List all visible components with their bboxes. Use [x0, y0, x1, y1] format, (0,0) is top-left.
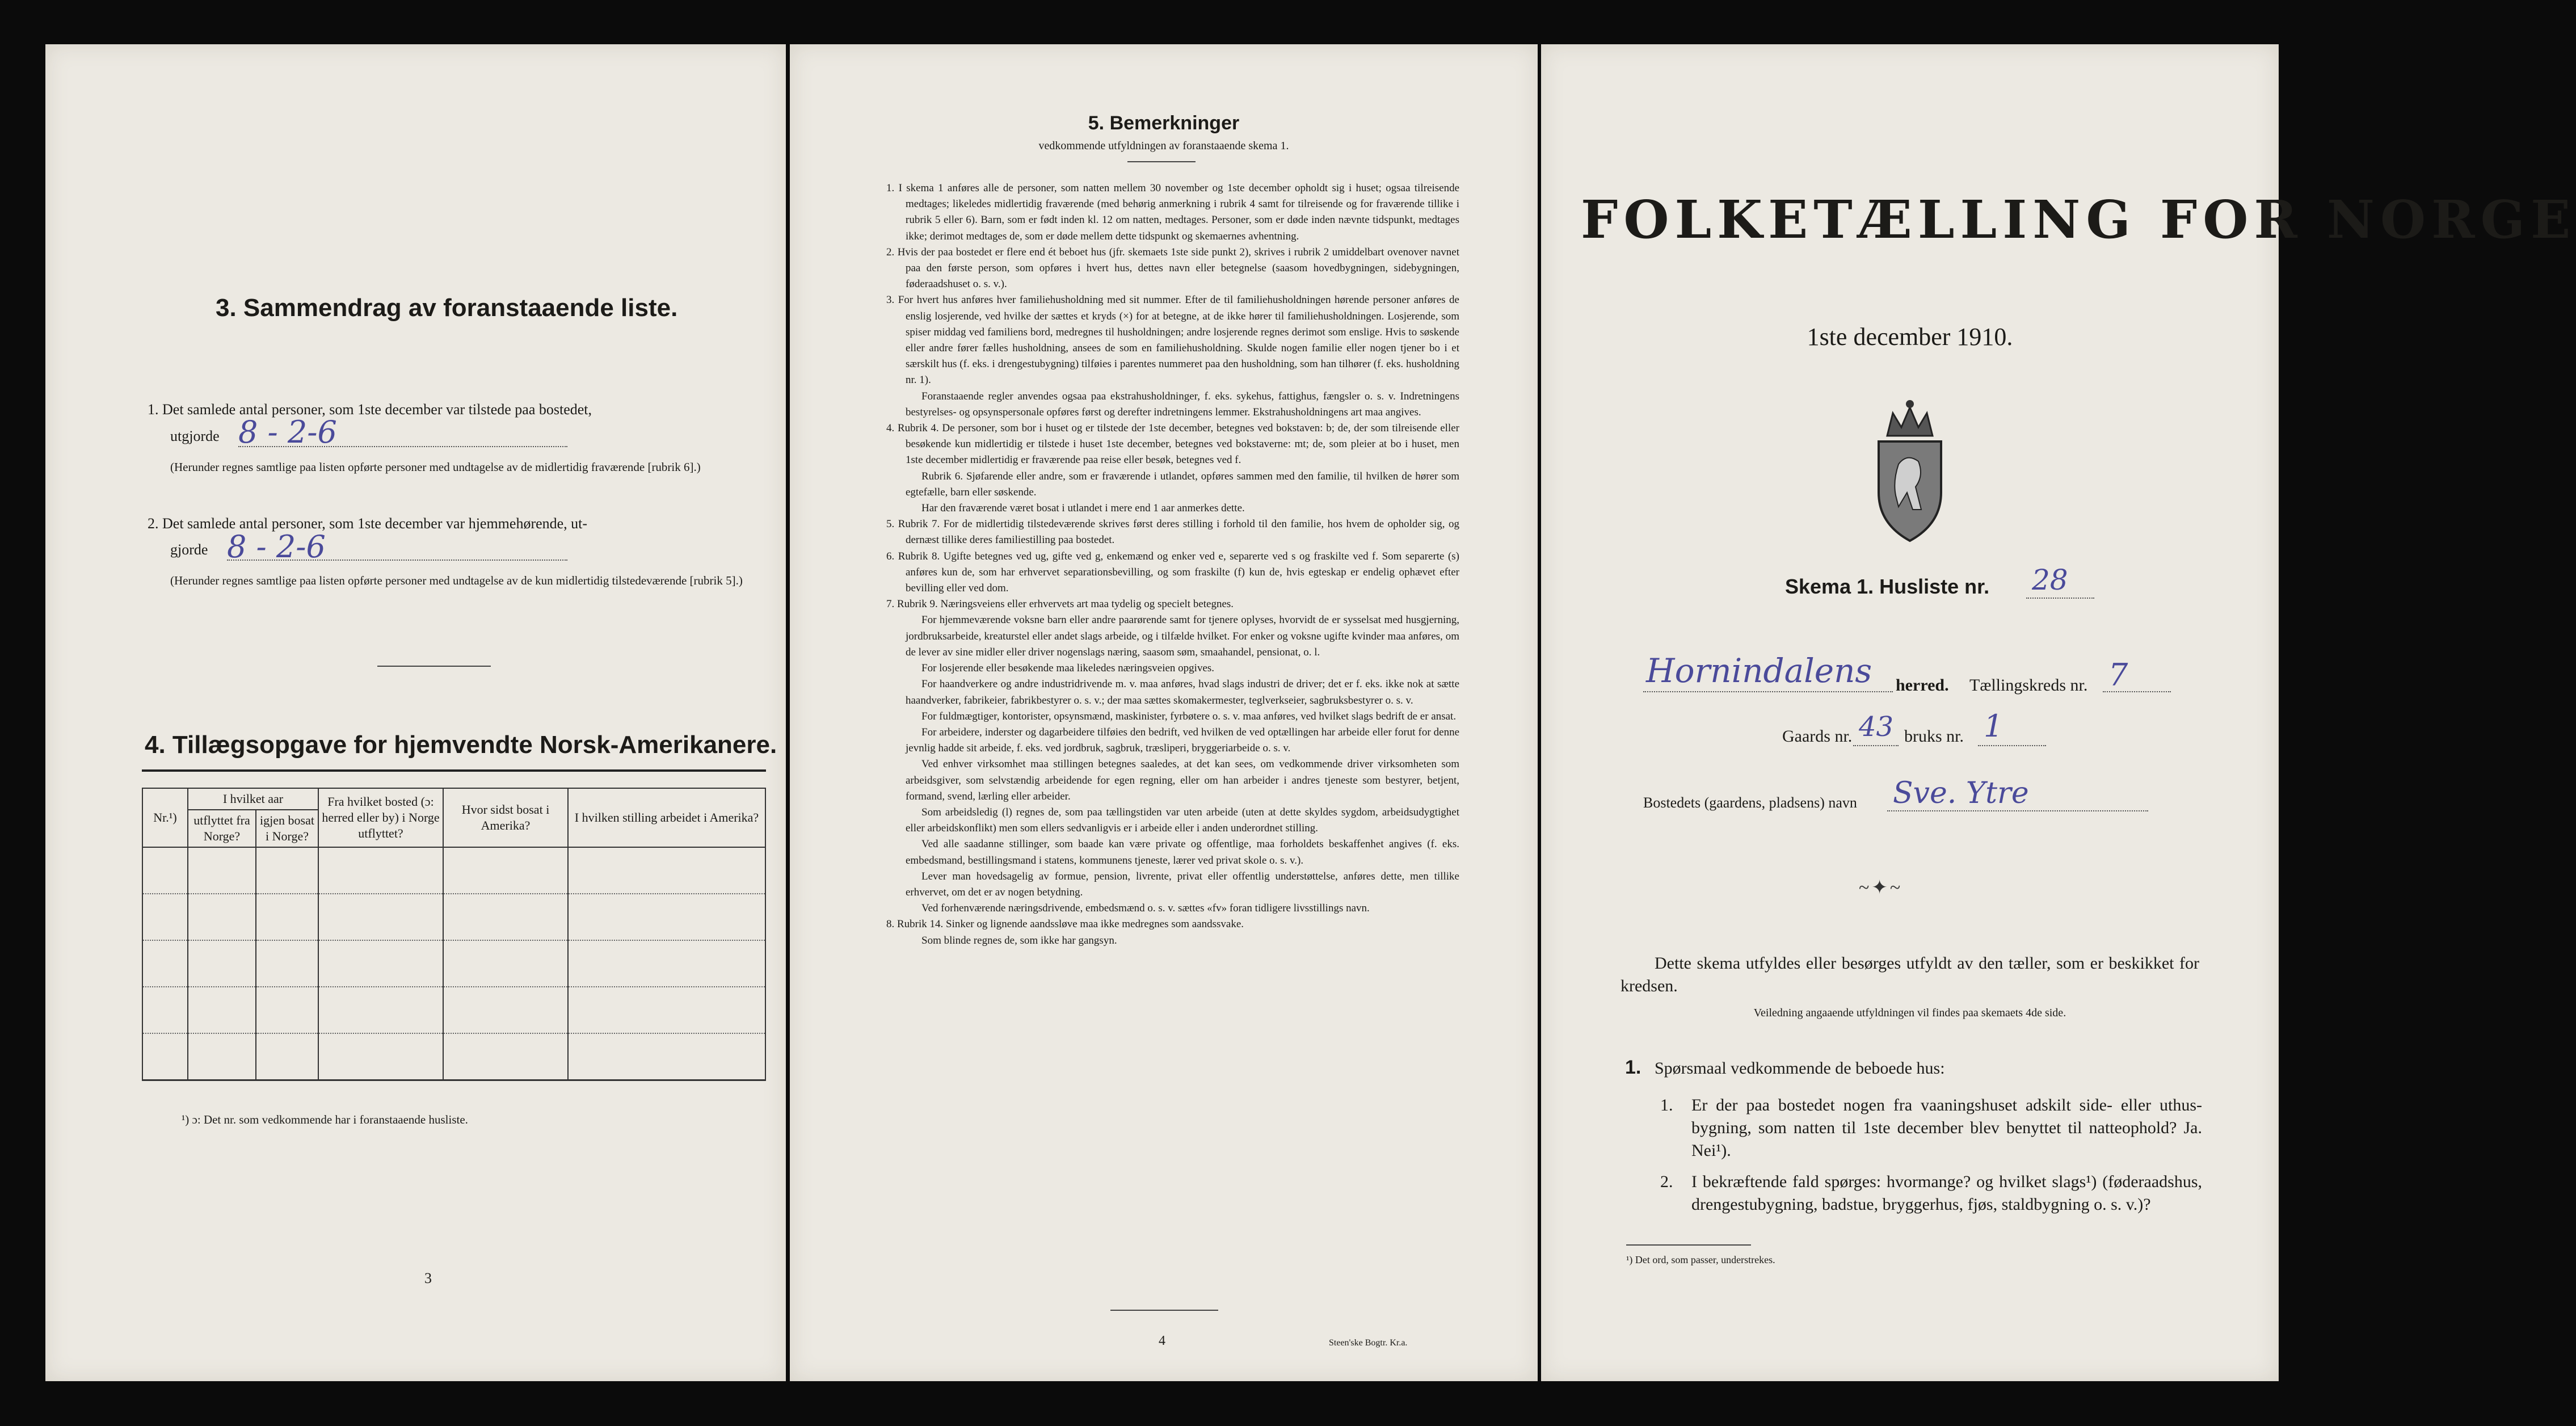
page-middle — [790, 44, 1538, 1381]
bosted-label: Bostedets (gaardens, pladsens) navn — [1643, 794, 1857, 811]
census-date: 1ste december 1910. — [1807, 323, 2013, 351]
header-returned: igjen bosat i Norge? — [256, 810, 318, 847]
remark-3: 3. For hvert hus anføres hver familiehusholdning med sit nummer. Efter de til familiehusholdningen hørende personer anføres de enslig losjerende, ved hvilke der sættes et kryds (×) for at betegne, at de ikke hører til familiehusholdningen. Losjerende, som spiser middag ved familiens bord, medregnes til husholdningen; andre losjerende regnes derimot som enslige. Hvis to søskende eller andre fører fælles husholdning, ansees de som en familiehusholdning. Skulde nogen familie eller nogen tjener bo i et særskilt hus (f. eks. i drengestubygning) tilføies i parentes nummeret paa den husholdning, som han tilhører (f. eks. husholdning nr. 1). — [886, 294, 1459, 386]
item2-label: gjorde — [170, 541, 208, 558]
question-1: Er der paa bostedet nogen fra vaaningshuset adskilt side- eller uthus-bygning, som natten til 1ste december blev benyttet til natteophold? Ja. Nei¹). — [1691, 1096, 2202, 1160]
divider — [377, 666, 491, 667]
americans-table — [142, 788, 766, 1081]
question-heading-num: 1. — [1625, 1057, 1641, 1078]
remark-7-h: Ved alle saadanne stillinger, som baade kan være private og offentlige, maa forholdets beskaffenhet angives (f. eks. embedsmand, bestillingsmand i statens, kommunens tjeneste, lærer ved privat skole o. s. v.). — [906, 838, 1459, 866]
bosted-value: Sve. Ytre — [1893, 776, 2029, 810]
remark-7-c: For haandverkere og andre industridrivende m. v. maa anføres, hvad slags industri de driver; det er f. eks. ikke nok at sætte haandverker, fabrikeier, fabrikbestyrer o. s. v.; der maa sættes skomakermester, teglverkseier, sagbruksbestyrer o. s. v. — [906, 678, 1459, 706]
remark-4-abroad: Har den fraværende været bosat i utlandet i mere end 1 aar anmerkes dette. — [921, 502, 1245, 515]
remark-7-f: Ved enhver virksomhet maa stillingen betegnes saaledes, at det kan sees, om vedkommende driver virksomheten som arbeidsgiver, som selvstændig arbeidende for egen regning, eller om han arbeider i andres tjeneste som bestyrer, betjent, formand, svend, lærling eller arbeider. — [906, 758, 1459, 802]
bottom-rule — [1110, 1310, 1218, 1311]
bruks-value: 1 — [1984, 708, 2003, 744]
item1-note: (Herunder regnes samtlige paa listen opførte personer med undtagelse av de midlertidig fraværende [rubrik 6].) — [170, 460, 701, 474]
header-nr: Nr.¹) — [142, 788, 188, 847]
husliste-nr: 28 — [2032, 563, 2068, 596]
remark-7-d: For fuldmægtiger, kontorister, opsynsmænd, maskinister, fyrbøtere o. s. v. maa anføres, ved hvilket slags bedrift de er ansat. — [921, 710, 1457, 722]
question-1-num: 1. — [1660, 1096, 1673, 1114]
remark-4-rubrik6: Rubrik 6. Sjøfarende eller andre, som er fraværende i utlandet, opføres sammen med den familie, til hvilken de hører som egtefælle, barn eller søskende. — [906, 470, 1459, 498]
item1-value: 8 - 2-6 — [238, 414, 337, 450]
remark-7: 7. Rubrik 9. Næringsveiens eller erhvervets art maa tydelig og specielt betegnes. — [886, 598, 1234, 611]
herred-value: Hornindalens — [1646, 651, 1872, 690]
header-last-residence: Hvor sidst bosat i Amerika? — [443, 788, 568, 847]
remark-2: 2. Hvis der paa bostedet er flere end ét beboet hus (jfr. skemaets 1ste side punkt 2), skrives i rubrik 2 umiddelbart ovenover navnet paa den første person, som opføres i hvert hus, dettes navn eller betegnelse (saasom hovedbygningen, sidebygningen, føderaadshuset o. s. v.). — [886, 246, 1459, 291]
remark-6: 6. Rubrik 8. Ugifte betegnes ved ug, gifte ved g, enkemænd og enker ved e, separerte ved s og fraskilte ved f. Som separerte (s) anføres kun de, som har erhvervet separationsbevilling, og som fraskilte (f) kun de, hvis egteskap er endelig ophævet efter bevilling eller ved dom. — [886, 550, 1459, 595]
bosted-line — [1887, 810, 2148, 811]
remark-7-e: For arbeidere, inderster og dagarbeidere tilføies den bedrift, ved hvilken de ved optællingen har arbeide eller forut for denne jevnlig hadde sit arbeide, f. eks. ved jordbruk, sagbruk, træsliperi, bryggeriarbeide o. s. v. — [906, 726, 1459, 755]
question-2-num: 2. — [1660, 1172, 1673, 1191]
kreds-line — [2103, 691, 2171, 692]
section4-rule — [142, 769, 766, 772]
table-row — [142, 894, 765, 940]
table-row — [142, 940, 765, 987]
guidance-text: Veiledning angaaende utfyldningen vil findes paa skemaets 4de side. — [1753, 1007, 2066, 1019]
remark-7-b: For losjerende eller besøkende maa likeledes næringsveien opgives. — [921, 662, 1215, 675]
section3-title: 3. Sammendrag av foranstaaende liste. — [216, 294, 678, 322]
ornament-icon: ~✦~ — [1859, 877, 1903, 898]
page-left — [45, 44, 786, 1381]
remark-1: 1. I skema 1 anføres alle de personer, som natten mellem 30 november og 1ste december opholdt sig i huset; ogsaa tilreisende medtages; likeledes midlertidig fraværende (med behørig anmerkning i rubrik 4 samt for tilreisende og for fraværende tillike i rubrik 5 eller 6). Barn, som er født inden kl. 12 om natten, medtages. Personer, som er døde inden nævnte tidspunkt, medtages ikke; derimot medtages de, som er døde mellem dette tidspunkt og skemaernes avhentning. — [886, 182, 1459, 242]
bruks-line — [1978, 745, 2046, 746]
remark-7-g: Som arbeidsledig (l) regnes de, som paa tællingstiden var uten arbeide (uten at dette skyldes sygdom, arbeidsudygtighet eller arbeidskonflikt) men som ellers sedvanligvis er i arbeide eller i anden underordnet stilling. — [906, 806, 1459, 835]
printer-mark: Steen'ske Bogtr. Kr.a. — [1329, 1338, 1408, 1348]
intro-text: Dette skema utfyldes eller besørges utfyldt av den tæller, som er beskikket for kredsen. — [1620, 954, 2199, 995]
remark-7-i: Lever man hovedsagelig av formue, pension, livrente, privat eller offentlig understøttelse, anføres dette, men tillike erhvervet, om det er av nogen betydning. — [906, 870, 1459, 898]
census-title: FOLKETÆLLING FOR NORGE — [1581, 189, 2576, 250]
herred-line — [1643, 691, 1893, 692]
item1-label: utgjorde — [170, 428, 220, 444]
remark-8-blind: Som blinde regnes de, som ikke har gangsyn. — [921, 934, 1117, 947]
table-row — [142, 987, 765, 1033]
remarks-title: 5. Bemerkninger — [1088, 112, 1240, 134]
header-from-place: Fra hvilket bosted (ɔ: herred eller by) i Norge utflyttet? — [318, 788, 443, 847]
gaards-line — [1853, 745, 1899, 746]
header-emigrated: utflyttet fra Norge? — [188, 810, 256, 847]
page-number: 3 — [424, 1270, 432, 1286]
footnote-rule — [1626, 1244, 1751, 1246]
remark-4: 4. Rubrik 4. De personer, som bor i huset og er tilstede der 1ste december, betegnes ved bokstaven: b; de, der som tilreisende eller besøkende kun midlertidig er tilstede i huset 1ste december, betegnes ved bokstaverne: mt; de, som pleier at bo i huset, men 1ste december midlertidig er fraværende paa reise eller besøk, betegnes ved f. — [886, 422, 1459, 466]
remark-3-extra: Foranstaaende regler anvendes ogsaa paa ekstrahusholdninger, f. eks. sykehus, fattighus, fængsler o. s. v. Indretningens bestyrelses- og opsynspersonale opføres først og derefter indretningens lemmer. Ekstrahusholdningens art maa angives. — [906, 390, 1459, 418]
kreds-value: 7 — [2108, 657, 2128, 693]
skema-label: Skema 1. Husliste nr. — [1785, 575, 1990, 598]
table-row — [142, 847, 765, 894]
title-rule — [1127, 161, 1196, 162]
coat-of-arms-icon — [1864, 396, 1955, 544]
item2-value: 8 - 2-6 — [227, 529, 326, 565]
section4-title: 4. Tillægsopgave for hjemvendte Norsk-Amerikanere. — [145, 731, 777, 759]
footnote: ¹) Det ord, som passer, understrekes. — [1626, 1254, 1775, 1265]
question-heading: Spørsmaal vedkommende de beboede hus: — [1655, 1059, 1945, 1078]
page-right — [1541, 44, 2576, 1381]
bruks-label: bruks nr. — [1904, 727, 1964, 746]
header-occupation: I hvilken stilling arbeidet i Amerika? — [568, 788, 765, 847]
item2-text: 2. Det samlede antal personer, som 1ste december var hjemmehørende, ut- — [148, 515, 588, 532]
remark-7-j: Ved forhenværende næringsdrivende, embedsmænd o. s. v. sættes «fv» foran tidligere livsstillings navn. — [921, 902, 1370, 915]
item1-fill-line — [238, 446, 567, 447]
item2-note: (Herunder regnes samtlige paa listen opførte personer med undtagelse av de kun midlertidig tilstedeværende [rubrik 5].) — [170, 574, 743, 587]
kreds-label: Tællingskreds nr. — [1969, 676, 2088, 695]
husliste-line — [2026, 598, 2094, 599]
gaards-label: Gaards nr. — [1782, 727, 1853, 746]
herred-label: herred. — [1896, 676, 1949, 695]
remark-8: 8. Rubrik 14. Sinker og lignende aandssløve maa ikke medregnes som aandssvake. — [886, 918, 1244, 931]
remark-7-a: For hjemmeværende voksne barn eller andre paarørende samt for tjenere oplyses, hvorvidt de er sysselsat med husgjerning, jordbruksarbeide, kreaturstel eller andet slags arbeide, og i tilfælde hvilket. For enker og voksne ugifte kvinder maa anføres, om de lever av sine midler eller driver nogenslags næring, saasom søm, smaahandel, pensionat, o. l. — [906, 614, 1459, 658]
page-number: 4 — [1159, 1334, 1165, 1348]
table-row — [142, 1033, 765, 1080]
header-year-group: I hvilket aar — [188, 788, 318, 810]
remarks-body — [886, 180, 1459, 949]
gaards-value: 43 — [1859, 711, 1894, 743]
table-footnote: ¹) ɔ: Det nr. som vedkommende har i foranstaaende husliste. — [182, 1113, 468, 1126]
remarks-subtitle: vedkommende utfyldningen av foranstaaende skema 1. — [1038, 140, 1289, 152]
item1-text: 1. Det samlede antal personer, som 1ste december var tilstede paa bostedet, — [148, 401, 592, 418]
question-2: I bekræftende fald spørges: hvormange? og hvilket slags¹) (føderaadshus, drengestubygning, badstue, bryggerhus, fjøs, staldbygning o. s. v.)? — [1691, 1172, 2202, 1214]
item2-fill-line — [227, 560, 567, 561]
remark-5: 5. Rubrik 7. For de midlertidig tilstedeværende skrives først deres stilling i forhold til den familie, hos hvem de opholder sig, og dernæst tillike deres familiestilling paa bostedet. — [886, 518, 1459, 546]
